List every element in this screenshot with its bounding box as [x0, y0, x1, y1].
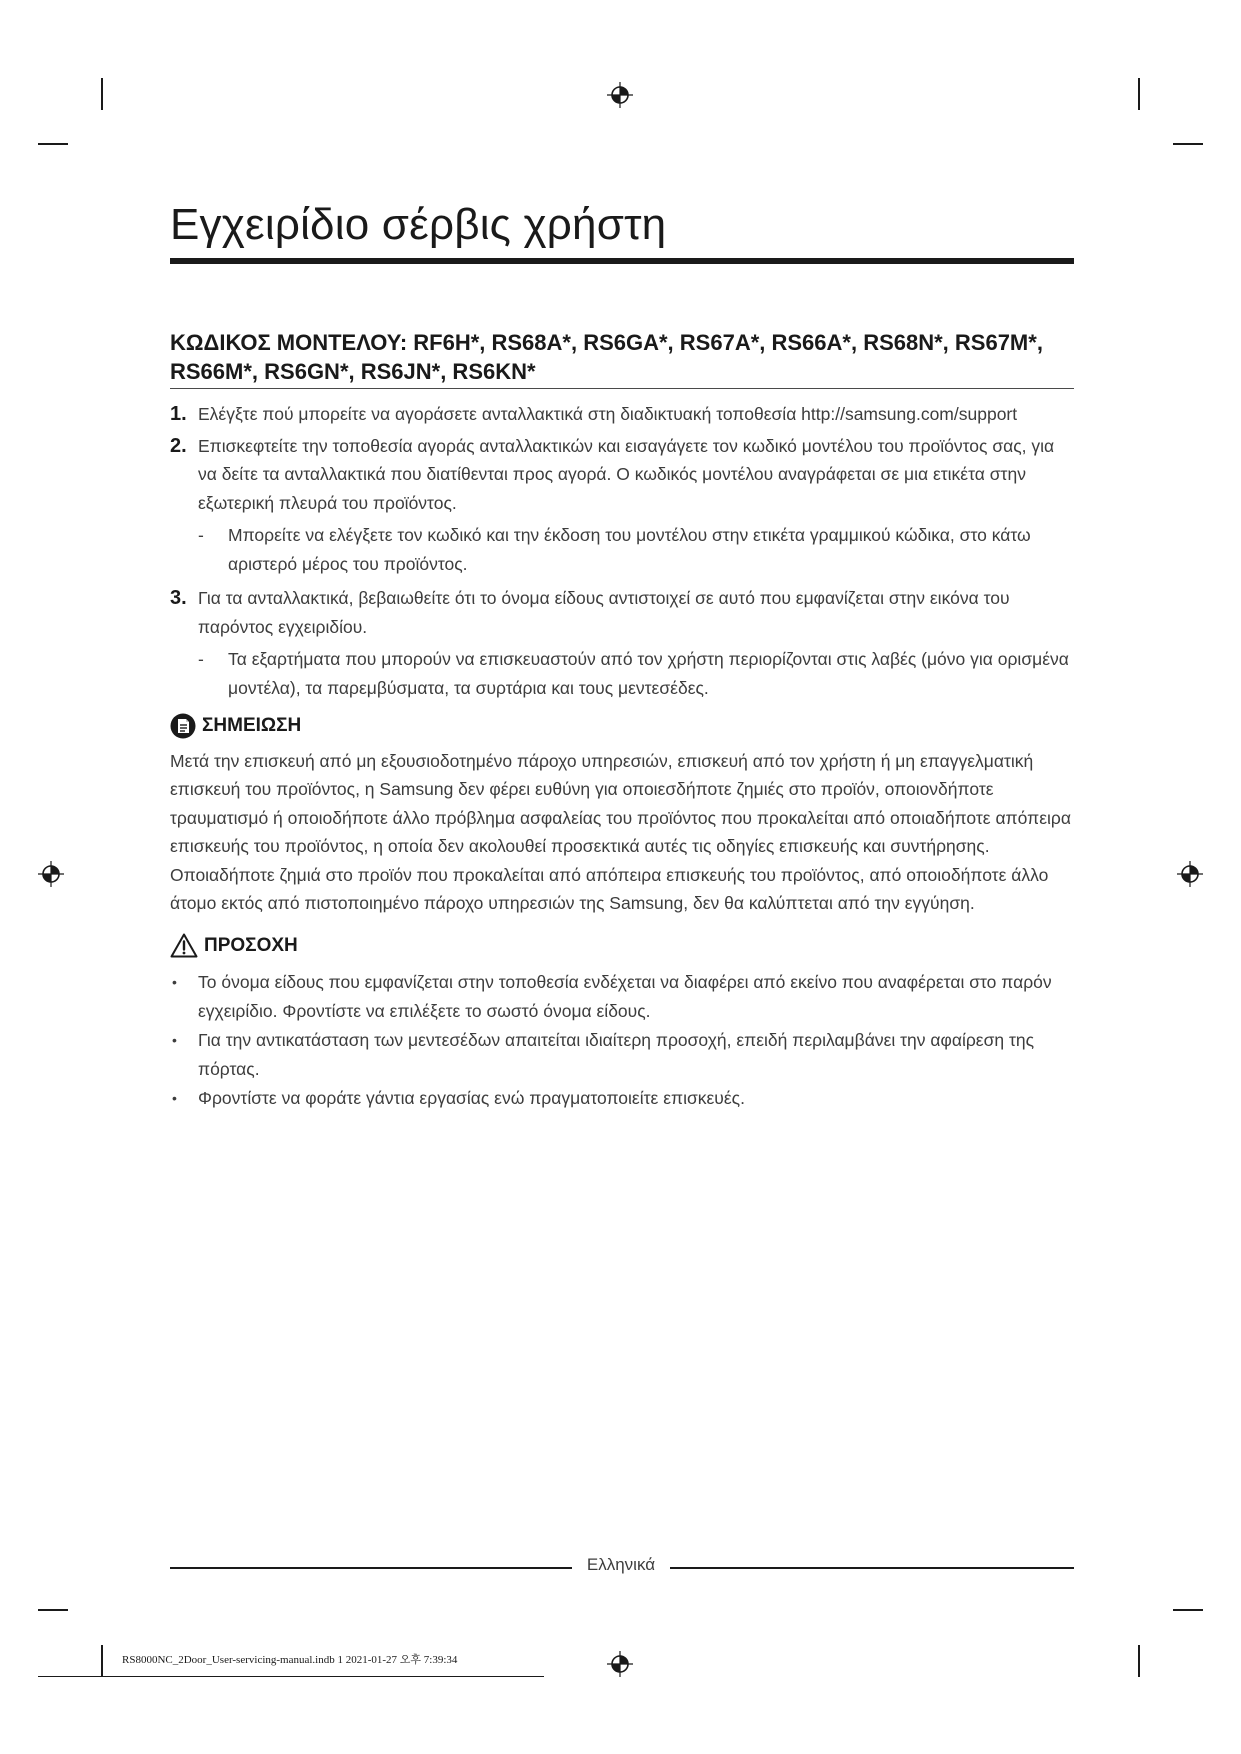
warning-triangle-icon [170, 933, 198, 958]
crop-mark-top-right-vertical [1138, 78, 1140, 110]
note-heading-label: ΣΗΜΕΙΩΣΗ [202, 715, 302, 736]
registration-mark-right-icon [1177, 861, 1203, 887]
caution-heading [170, 932, 1074, 961]
step-3 [170, 584, 1074, 641]
bullet-marker: • [172, 1090, 177, 1106]
caution-item-text: Φροντίστε να φοράτε γάντια εργασίας ενώ πραγματοποιείτε επισκευές. [198, 1088, 745, 1108]
subitem-text: Τα εξαρτήματα που μπορούν να επισκευαστούν από τον χρήστη περιορίζονται στις λαβές (μόνο για ορισμένα μοντέλα), τα παρεμβύσματα, τα συρτάρια και τους μεντεσέδες. [228, 649, 1069, 698]
footer-language: Ελληνικά [586, 1555, 656, 1574]
step-number: 2. [170, 434, 187, 457]
caution-list [170, 968, 1074, 1113]
page-title: Εγχειρίδιο σέρβις χρήστη [170, 200, 667, 249]
step-text: Για τα ανταλλακτικά, βεβαιωθείτε ότι το όνομα είδους αντιστοιχεί σε αυτό που εμφανίζεται στην εικόνα του παρόντος εγχειριδίου. [198, 588, 1010, 637]
crop-mark-top-left-horizontal [38, 143, 68, 145]
dash-marker: - [198, 525, 204, 545]
model-code-heading: ΚΩΔΙΚΟΣ ΜΟΝΤΕΛΟΥ: RF6H*, RS68A*, RS6GA*, RS67A*, RS66A*, RS68N*, RS67M*, RS66M*, RS6GN*, RS6JN*, RS6KN* [170, 330, 1043, 384]
caution-item [170, 1026, 1074, 1083]
registration-mark-bottom-icon [607, 1651, 633, 1677]
step-number: 1. [170, 403, 187, 425]
crop-mark-top-right-horizontal [1173, 143, 1203, 145]
page-content [170, 400, 1074, 1114]
subitem-text: Μπορείτε να ελέγξετε τον κωδικό και την έκδοση του μοντέλου στην ετικέτα γραμμικού κώδικα, στο κάτω αριστερό μέρος του προϊόντος. [228, 525, 1031, 574]
bullet-marker: • [172, 1032, 177, 1048]
bullet-marker: • [172, 974, 177, 990]
note-icon [170, 713, 196, 739]
caution-item-text: Το όνομα είδους που εμφανίζεται στην τοποθεσία ενδέχεται να διαφέρει από εκείνο που αναφέρεται στο παρόν εγχειρίδιο. Φροντίστε να επιλέξετε το σωστό όνομα είδους. [198, 972, 1052, 1021]
crop-mark-bottom-left-horizontal [38, 1609, 68, 1611]
caution-item [170, 968, 1074, 1025]
model-heading-rule [170, 388, 1074, 389]
print-slug: RS8000NC_2Door_User-servicing-manual.indb 1 2021-01-27 오후 7:39:34 [122, 1654, 458, 1666]
caution-item [170, 1084, 1074, 1113]
step-text: Επισκεφτείτε την τοποθεσία αγοράς ανταλλακτικών και εισαγάγετε τον κωδικό μοντέλου του προϊόντος σας, για να δείτε τα ανταλλακτικά που διατίθενται προς αγορά. Ο κωδικός μοντέλου αναγράφεται σε μια ετικέτα στην εξωτερική πλευρά του προϊόντος. [198, 435, 1055, 513]
note-heading [170, 712, 1074, 741]
step-text: Ελέγξτε πού μπορείτε να αγοράσετε ανταλλακτικά στη διαδικτυακή τοποθεσία http://samsung.com/support [198, 404, 1018, 424]
footer-rule-left [170, 1567, 572, 1569]
note-body: Μετά την επισκευή από μη εξουσιοδοτημένο πάροχο υπηρεσιών, επισκευή από τον χρήστη ή μη επαγγελματική επισκευή του προϊόντος, η Samsung δεν φέρει ευθύνη για οποιεσδήποτε ζημιές στο προϊόν, οποιονδήποτε τραυματισμό ή οποιοδήποτε άλλο πρόβλημα ασφαλείας του προϊόντος που προκαλείται από οποιαδήποτε απόπειρα επισκευής του προϊόντος, η οποία δεν ακολουθεί προσεκτικά αυτές τις οδηγίες επισκευής και συντήρησης. Οποιαδήποτε ζημιά στο προϊόν που προκαλείται από απόπειρα επισκευής του προϊόντος, από οποιοδήποτε άλλο άτομο εκτός από πιστοποιημένο πάροχο υπηρεσιών της Samsung, δεν θα καλύπτεται από την εγγύηση. [170, 750, 1071, 913]
caution-heading-label: ΠΡΟΣΟΧΗ [204, 934, 298, 956]
step-1 [170, 400, 1074, 429]
dash-marker: - [198, 649, 204, 669]
registration-mark-top-icon [607, 82, 633, 108]
step-3-subitem [170, 645, 1074, 702]
crop-mark-bottom-right-horizontal [1173, 1609, 1203, 1611]
crop-mark-bottom-right-vertical [1138, 1645, 1140, 1677]
step-number: 3. [170, 587, 187, 609]
registration-mark-left-icon [38, 861, 64, 887]
footer-rule-right [670, 1567, 1074, 1569]
crop-mark-bottom-left-vertical [101, 1645, 103, 1677]
step-2-subitem [170, 521, 1074, 578]
step-2 [170, 432, 1074, 518]
title-rule [170, 258, 1074, 264]
slug-rule [38, 1676, 544, 1677]
caution-item-text: Για την αντικατάσταση των μεντεσέδων απαιτείται ιδιαίτερη προσοχή, επειδή περιλαμβάνει την αφαίρεση της πόρτας. [198, 1030, 1035, 1079]
crop-mark-top-left-vertical [101, 78, 103, 110]
